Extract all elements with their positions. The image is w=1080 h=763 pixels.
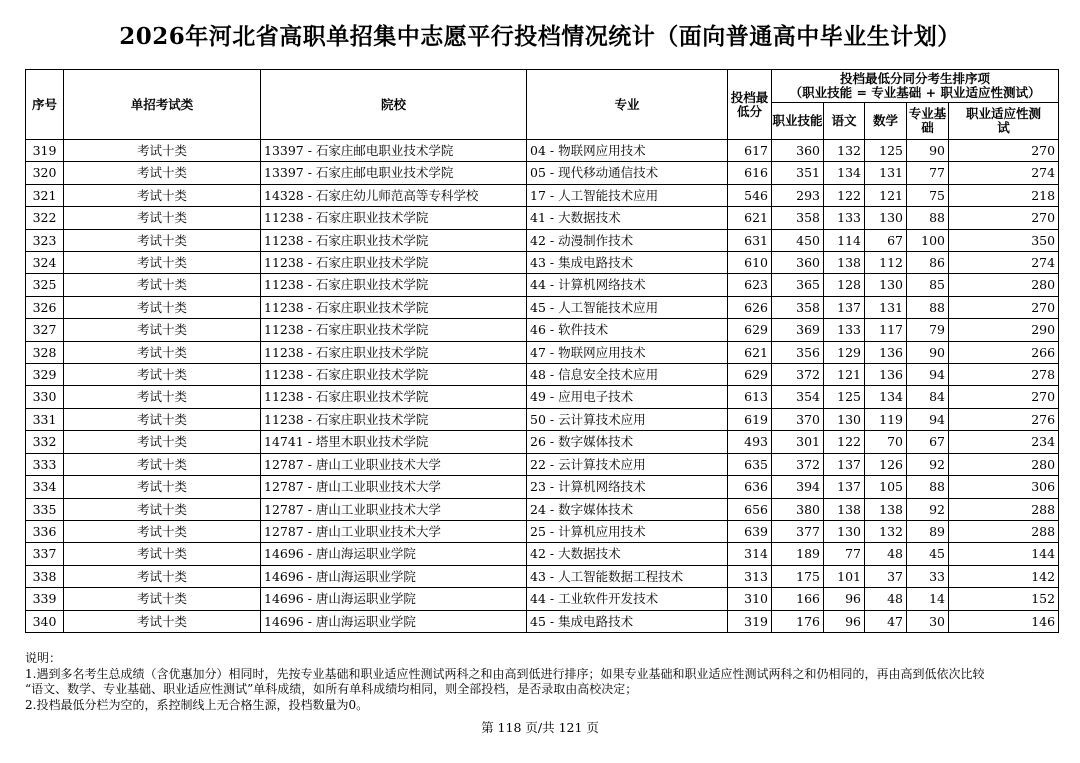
cell-category: 考试十类	[64, 476, 261, 498]
cell-school: 11238 - 石家庄职业技术学院	[261, 386, 527, 408]
cell-chinese: 122	[824, 184, 865, 206]
cell-basic: 90	[907, 140, 949, 162]
cell-min-score: 636	[728, 476, 772, 498]
cell-category: 考试十类	[64, 453, 261, 475]
cell-adapt: 274	[949, 162, 1059, 184]
cell-chinese: 133	[824, 207, 865, 229]
cell-adapt: 270	[949, 296, 1059, 318]
cell-school: 11238 - 石家庄职业技术学院	[261, 364, 527, 386]
cell-seq: 329	[26, 364, 64, 386]
cell-category: 考试十类	[64, 252, 261, 274]
cell-basic: 90	[907, 341, 949, 363]
cell-school: 11238 - 石家庄职业技术学院	[261, 296, 527, 318]
cell-adapt: 280	[949, 453, 1059, 475]
cell-school: 14696 - 唐山海运职业学院	[261, 588, 527, 610]
cell-school: 14328 - 石家庄幼儿师范高等专科学校	[261, 184, 527, 206]
cell-basic: 88	[907, 476, 949, 498]
cell-basic: 75	[907, 184, 949, 206]
cell-math: 121	[865, 184, 907, 206]
cell-math: 112	[865, 252, 907, 274]
cell-basic: 14	[907, 588, 949, 610]
cell-school: 12787 - 唐山工业职业技术大学	[261, 520, 527, 542]
cell-min-score: 546	[728, 184, 772, 206]
cell-skill: 360	[772, 140, 824, 162]
cell-major: 42 - 大数据技术	[527, 543, 728, 565]
cell-seq: 323	[26, 229, 64, 251]
cell-adapt: 266	[949, 341, 1059, 363]
page-title: 2026年河北省高职单招集中志愿平行投档情况统计（面向普通高中毕业生计划）	[119, 23, 961, 50]
cell-min-score: 313	[728, 565, 772, 587]
table-row	[26, 162, 1059, 184]
cell-math: 37	[865, 565, 907, 587]
notes-line-3: 2.投档最低分栏为空的，系控制线上无合格生源，投档数量为0。	[25, 697, 369, 712]
table-row	[26, 140, 1059, 162]
cell-math: 136	[865, 341, 907, 363]
cell-skill: 358	[772, 207, 824, 229]
cell-min-score: 319	[728, 610, 772, 632]
cell-min-score: 639	[728, 520, 772, 542]
cell-basic: 45	[907, 543, 949, 565]
cell-skill: 450	[772, 229, 824, 251]
cell-math: 130	[865, 274, 907, 296]
cell-major: 42 - 动漫制作技术	[527, 229, 728, 251]
header-rank-formula: （职业技能 = 专业基础 + 职业适应性测试）	[789, 85, 1041, 100]
cell-seq: 336	[26, 520, 64, 542]
cell-school: 11238 - 石家庄职业技术学院	[261, 341, 527, 363]
cell-school: 12787 - 唐山工业职业技术大学	[261, 453, 527, 475]
cell-major: 25 - 计算机应用技术	[527, 520, 728, 542]
table-row	[26, 498, 1059, 520]
cell-min-score: 629	[728, 364, 772, 386]
header-major: 专业	[527, 70, 728, 140]
table-row	[26, 610, 1059, 632]
cell-seq: 319	[26, 140, 64, 162]
cell-school: 11238 - 石家庄职业技术学院	[261, 229, 527, 251]
notes-heading: 说明：	[25, 651, 62, 665]
table-row	[26, 341, 1059, 363]
cell-school: 11238 - 石家庄职业技术学院	[261, 319, 527, 341]
cell-major: 50 - 云计算技术应用	[527, 408, 728, 430]
cell-chinese: 137	[824, 453, 865, 475]
cell-skill: 394	[772, 476, 824, 498]
cell-basic: 30	[907, 610, 949, 632]
cell-major: 22 - 云计算技术应用	[527, 453, 728, 475]
cell-seq: 340	[26, 610, 64, 632]
table-row	[26, 184, 1059, 206]
cell-min-score: 613	[728, 386, 772, 408]
cell-adapt: 218	[949, 184, 1059, 206]
cell-seq: 320	[26, 162, 64, 184]
cell-skill: 175	[772, 565, 824, 587]
cell-category: 考试十类	[64, 207, 261, 229]
table-row	[26, 453, 1059, 475]
cell-seq: 330	[26, 386, 64, 408]
cell-skill: 166	[772, 588, 824, 610]
admission-table	[25, 69, 1059, 633]
header-category: 单招考试类	[64, 70, 261, 140]
cell-basic: 100	[907, 229, 949, 251]
table-row	[26, 319, 1059, 341]
cell-school: 11238 - 石家庄职业技术学院	[261, 252, 527, 274]
cell-chinese: 101	[824, 565, 865, 587]
cell-major: 24 - 数字媒体技术	[527, 498, 728, 520]
cell-seq: 326	[26, 296, 64, 318]
cell-category: 考试十类	[64, 543, 261, 565]
cell-category: 考试十类	[64, 610, 261, 632]
header-min-score	[728, 70, 772, 140]
cell-school: 14741 - 塔里木职业技术学院	[261, 431, 527, 453]
cell-school: 12787 - 唐山工业职业技术大学	[261, 476, 527, 498]
cell-seq: 324	[26, 252, 64, 274]
cell-skill: 176	[772, 610, 824, 632]
cell-min-score: 310	[728, 588, 772, 610]
cell-seq: 338	[26, 565, 64, 587]
cell-adapt: 142	[949, 565, 1059, 587]
cell-min-score: 629	[728, 319, 772, 341]
cell-seq: 332	[26, 431, 64, 453]
cell-math: 138	[865, 498, 907, 520]
cell-skill: 360	[772, 252, 824, 274]
cell-school: 11238 - 石家庄职业技术学院	[261, 207, 527, 229]
notes-line-2: “语文、数学、专业基础、职业适应性测试”单科成绩，如所有单科成绩均相同，则全部投档，是否录取由高校决定；	[25, 682, 638, 696]
cell-chinese: 114	[824, 229, 865, 251]
header-basic: 专业基础	[907, 103, 949, 140]
cell-skill: 380	[772, 498, 824, 520]
cell-major: 45 - 集成电路技术	[527, 610, 728, 632]
cell-basic: 94	[907, 364, 949, 386]
cell-basic: 77	[907, 162, 949, 184]
cell-min-score: 631	[728, 229, 772, 251]
cell-min-score: 656	[728, 498, 772, 520]
cell-min-score: 623	[728, 274, 772, 296]
notes	[25, 651, 1065, 713]
cell-basic: 89	[907, 520, 949, 542]
cell-min-score: 610	[728, 252, 772, 274]
cell-skill: 369	[772, 319, 824, 341]
cell-basic: 67	[907, 431, 949, 453]
cell-basic: 33	[907, 565, 949, 587]
cell-skill: 351	[772, 162, 824, 184]
cell-math: 126	[865, 453, 907, 475]
cell-skill: 189	[772, 543, 824, 565]
cell-adapt: 274	[949, 252, 1059, 274]
cell-math: 125	[865, 140, 907, 162]
cell-chinese: 132	[824, 140, 865, 162]
cell-chinese: 122	[824, 431, 865, 453]
cell-seq: 339	[26, 588, 64, 610]
cell-basic: 84	[907, 386, 949, 408]
cell-basic: 94	[907, 408, 949, 430]
cell-chinese: 121	[824, 364, 865, 386]
cell-adapt: 280	[949, 274, 1059, 296]
cell-adapt: 270	[949, 207, 1059, 229]
cell-adapt: 290	[949, 319, 1059, 341]
cell-skill: 372	[772, 364, 824, 386]
cell-seq: 331	[26, 408, 64, 430]
cell-math: 134	[865, 386, 907, 408]
cell-school: 13397 - 石家庄邮电职业技术学院	[261, 140, 527, 162]
cell-skill: 372	[772, 453, 824, 475]
cell-school: 11238 - 石家庄职业技术学院	[261, 274, 527, 296]
table-row	[26, 229, 1059, 251]
cell-major: 04 - 物联网应用技术	[527, 140, 728, 162]
cell-category: 考试十类	[64, 386, 261, 408]
cell-math: 47	[865, 610, 907, 632]
table-row	[26, 364, 1059, 386]
header-rank-group-title: 投档最低分同分考生排序项	[840, 71, 991, 86]
header-chinese: 语文	[824, 103, 865, 140]
cell-category: 考试十类	[64, 296, 261, 318]
cell-chinese: 137	[824, 296, 865, 318]
table-row	[26, 565, 1059, 587]
cell-adapt: 146	[949, 610, 1059, 632]
cell-basic: 88	[907, 296, 949, 318]
table-row	[26, 386, 1059, 408]
cell-category: 考试十类	[64, 588, 261, 610]
cell-adapt: 288	[949, 520, 1059, 542]
cell-category: 考试十类	[64, 274, 261, 296]
cell-math: 117	[865, 319, 907, 341]
cell-major: 05 - 现代移动通信技术	[527, 162, 728, 184]
table-row	[26, 274, 1059, 296]
table-row	[26, 431, 1059, 453]
table-row	[26, 476, 1059, 498]
cell-basic: 85	[907, 274, 949, 296]
cell-math: 130	[865, 207, 907, 229]
cell-major: 44 - 计算机网络技术	[527, 274, 728, 296]
cell-school: 14696 - 唐山海运职业学院	[261, 543, 527, 565]
cell-math: 131	[865, 296, 907, 318]
cell-chinese: 138	[824, 252, 865, 274]
cell-min-score: 493	[728, 431, 772, 453]
cell-math: 48	[865, 543, 907, 565]
cell-chinese: 134	[824, 162, 865, 184]
cell-major: 46 - 软件技术	[527, 319, 728, 341]
cell-chinese: 130	[824, 408, 865, 430]
cell-adapt: 270	[949, 140, 1059, 162]
cell-category: 考试十类	[64, 140, 261, 162]
cell-math: 70	[865, 431, 907, 453]
cell-major: 43 - 人工智能数据工程技术	[527, 565, 728, 587]
cell-chinese: 138	[824, 498, 865, 520]
cell-major: 43 - 集成电路技术	[527, 252, 728, 274]
cell-chinese: 77	[824, 543, 865, 565]
cell-chinese: 96	[824, 610, 865, 632]
cell-adapt: 306	[949, 476, 1059, 498]
cell-min-score: 314	[728, 543, 772, 565]
cell-category: 考试十类	[64, 520, 261, 542]
cell-major: 45 - 人工智能技术应用	[527, 296, 728, 318]
cell-math: 132	[865, 520, 907, 542]
header-school: 院校	[261, 70, 527, 140]
cell-category: 考试十类	[64, 364, 261, 386]
cell-basic: 79	[907, 319, 949, 341]
table-row	[26, 588, 1059, 610]
cell-skill: 301	[772, 431, 824, 453]
cell-skill: 356	[772, 341, 824, 363]
cell-basic: 86	[907, 252, 949, 274]
cell-adapt: 350	[949, 229, 1059, 251]
cell-adapt: 276	[949, 408, 1059, 430]
header-skill: 职业技能	[772, 103, 824, 140]
cell-adapt: 278	[949, 364, 1059, 386]
cell-skill: 358	[772, 296, 824, 318]
cell-math: 131	[865, 162, 907, 184]
cell-seq: 321	[26, 184, 64, 206]
cell-adapt: 152	[949, 588, 1059, 610]
cell-chinese: 137	[824, 476, 865, 498]
header-math: 数学	[865, 103, 907, 140]
cell-min-score: 616	[728, 162, 772, 184]
header-min-score-label: 投档最低分	[730, 89, 769, 119]
cell-min-score: 621	[728, 341, 772, 363]
cell-category: 考试十类	[64, 184, 261, 206]
cell-category: 考试十类	[64, 341, 261, 363]
cell-math: 105	[865, 476, 907, 498]
cell-category: 考试十类	[64, 408, 261, 430]
cell-category: 考试十类	[64, 431, 261, 453]
cell-seq: 328	[26, 341, 64, 363]
cell-major: 44 - 工业软件开发技术	[527, 588, 728, 610]
cell-skill: 354	[772, 386, 824, 408]
cell-chinese: 129	[824, 341, 865, 363]
cell-adapt: 288	[949, 498, 1059, 520]
cell-school: 11238 - 石家庄职业技术学院	[261, 408, 527, 430]
cell-adapt: 234	[949, 431, 1059, 453]
cell-major: 17 - 人工智能技术应用	[527, 184, 728, 206]
table-body	[26, 140, 1059, 633]
cell-seq: 322	[26, 207, 64, 229]
cell-skill: 370	[772, 408, 824, 430]
cell-category: 考试十类	[64, 565, 261, 587]
cell-major: 23 - 计算机网络技术	[527, 476, 728, 498]
cell-adapt: 270	[949, 386, 1059, 408]
cell-chinese: 128	[824, 274, 865, 296]
cell-skill: 365	[772, 274, 824, 296]
table-row	[26, 520, 1059, 542]
page-footer: 第 118 页/共 121 页	[481, 720, 599, 735]
cell-school: 14696 - 唐山海运职业学院	[261, 565, 527, 587]
cell-category: 考试十类	[64, 498, 261, 520]
cell-seq: 335	[26, 498, 64, 520]
table-row	[26, 252, 1059, 274]
cell-skill: 377	[772, 520, 824, 542]
cell-school: 13397 - 石家庄邮电职业技术学院	[261, 162, 527, 184]
cell-category: 考试十类	[64, 162, 261, 184]
table-row	[26, 207, 1059, 229]
cell-math: 119	[865, 408, 907, 430]
cell-school: 12787 - 唐山工业职业技术大学	[261, 498, 527, 520]
cell-seq: 325	[26, 274, 64, 296]
table-row	[26, 408, 1059, 430]
cell-major: 26 - 数字媒体技术	[527, 431, 728, 453]
cell-seq: 337	[26, 543, 64, 565]
header-rank-group	[772, 70, 1059, 103]
cell-basic: 92	[907, 498, 949, 520]
cell-chinese: 133	[824, 319, 865, 341]
cell-chinese: 96	[824, 588, 865, 610]
cell-min-score: 621	[728, 207, 772, 229]
cell-major: 49 - 应用电子技术	[527, 386, 728, 408]
cell-math: 136	[865, 364, 907, 386]
cell-seq: 333	[26, 453, 64, 475]
cell-seq: 334	[26, 476, 64, 498]
cell-basic: 88	[907, 207, 949, 229]
cell-school: 14696 - 唐山海运职业学院	[261, 610, 527, 632]
cell-major: 48 - 信息安全技术应用	[527, 364, 728, 386]
cell-skill: 293	[772, 184, 824, 206]
cell-math: 67	[865, 229, 907, 251]
table-row	[26, 543, 1059, 565]
header-adapt: 职业适应性测试	[949, 103, 1059, 140]
cell-category: 考试十类	[64, 319, 261, 341]
cell-math: 48	[865, 588, 907, 610]
cell-basic: 92	[907, 453, 949, 475]
cell-min-score: 626	[728, 296, 772, 318]
cell-category: 考试十类	[64, 229, 261, 251]
cell-major: 41 - 大数据技术	[527, 207, 728, 229]
cell-seq: 327	[26, 319, 64, 341]
header-seq: 序号	[26, 70, 64, 140]
cell-chinese: 125	[824, 386, 865, 408]
cell-min-score: 619	[728, 408, 772, 430]
cell-chinese: 130	[824, 520, 865, 542]
cell-adapt: 144	[949, 543, 1059, 565]
cell-min-score: 635	[728, 453, 772, 475]
cell-min-score: 617	[728, 140, 772, 162]
table-row	[26, 296, 1059, 318]
cell-major: 47 - 物联网应用技术	[527, 341, 728, 363]
notes-line-1: 1.遇到多名考生总成绩（含优惠加分）相同时，先按专业基础和职业适应性测试两科之和由高到低进行排序；如果专业基础和职业适应性测试两科之和仍相同的，再由高到低依次比较	[25, 666, 985, 681]
